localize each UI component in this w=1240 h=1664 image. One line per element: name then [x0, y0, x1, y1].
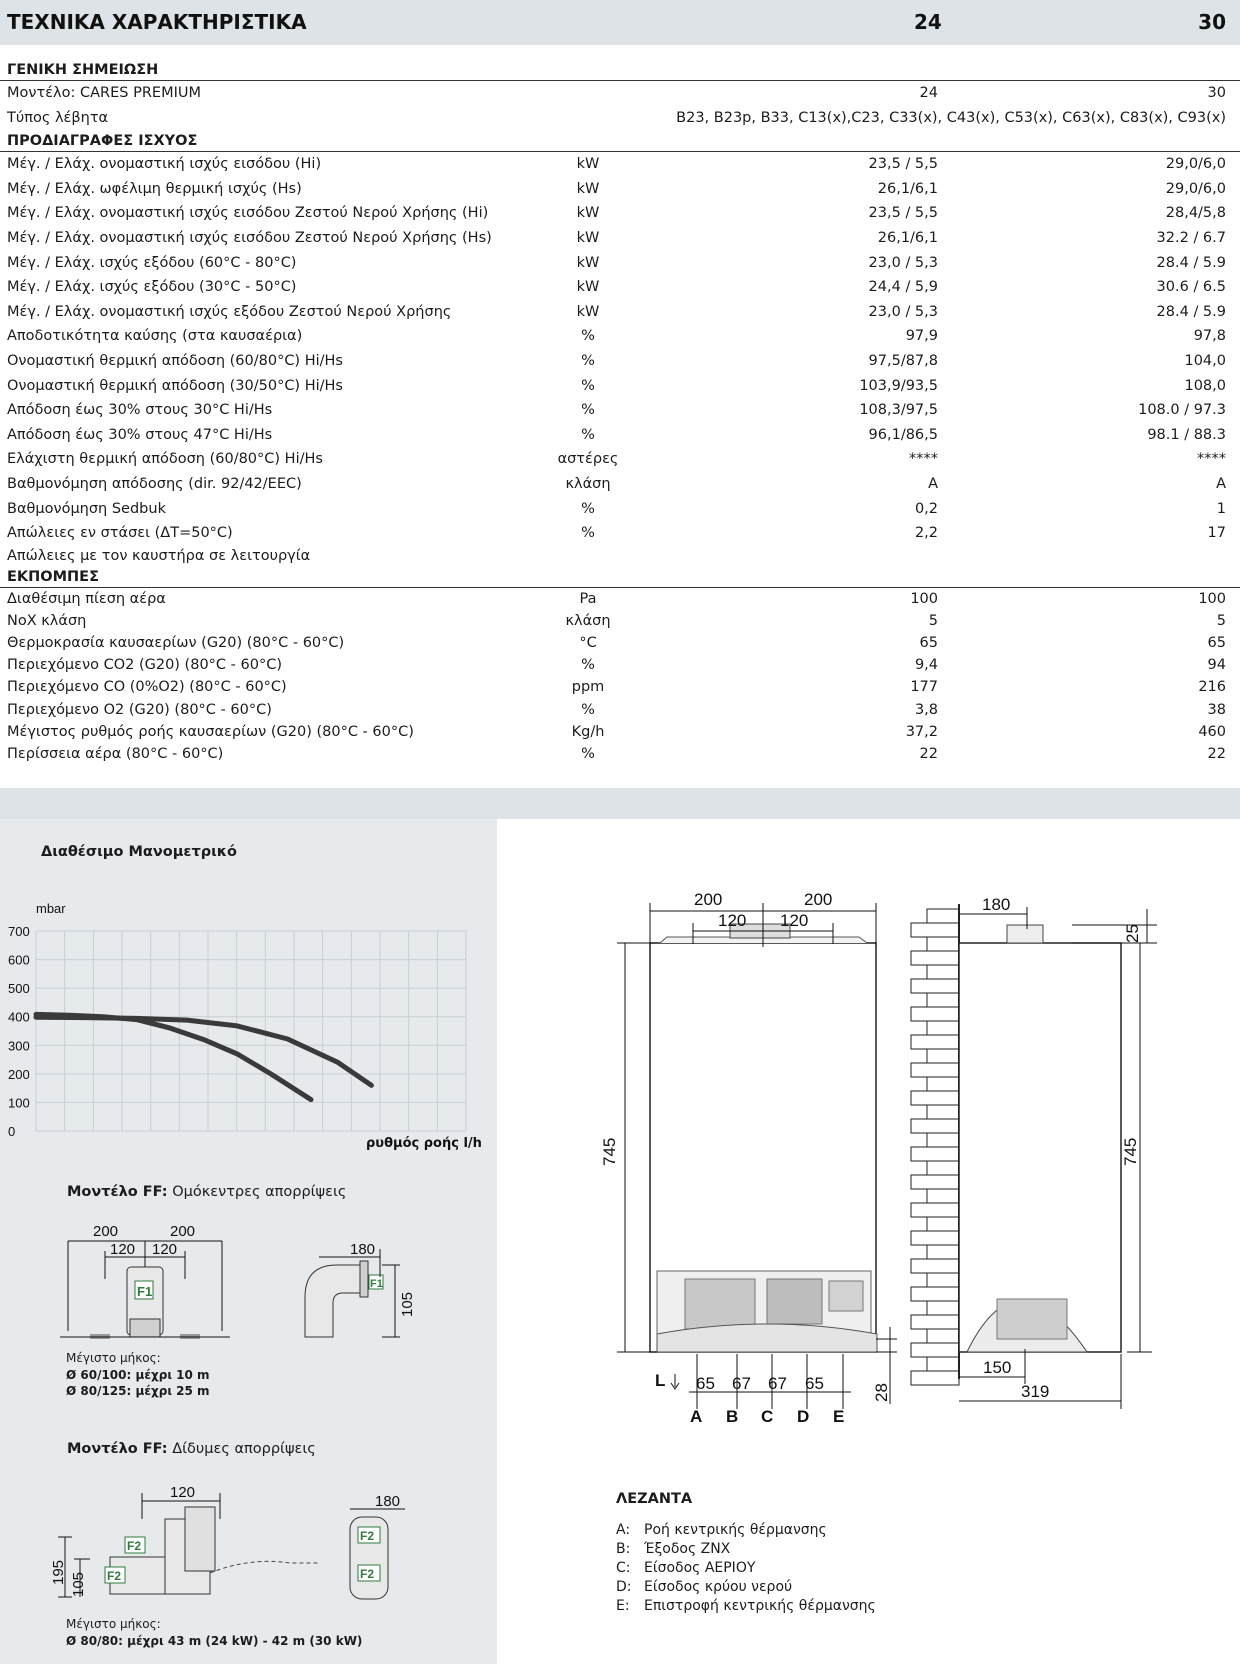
- ff-concentric-title-bold: Μοντέλο FF:: [67, 1184, 168, 1200]
- wall-brick: [927, 993, 959, 1007]
- value-30: 28,4/5,8: [1165, 205, 1226, 222]
- wall-brick: [927, 1357, 959, 1371]
- x-axis-label: ρυθμός ροής l/h: [366, 1136, 482, 1151]
- value-24: 65: [919, 635, 938, 652]
- wall-brick: [911, 1315, 959, 1329]
- spec-row: Απόδοση έως 30% στους 47°C Hi/Hs % 96,1/86,5 98.1 / 88.3: [0, 423, 1240, 448]
- value-30: 22: [1207, 746, 1226, 762]
- ff-twin-title-bold: Μοντέλο FF:: [67, 1441, 168, 1457]
- front-dim-200-left: 200: [694, 890, 723, 909]
- wall-brick: [911, 1259, 959, 1273]
- side-dim-25: 25: [1123, 924, 1142, 943]
- wall-brick: [927, 1301, 959, 1315]
- value-24: A: [928, 475, 938, 492]
- emission-row: Περιεχόμενο CO2 (G20) (80°C - 60°C) % 9,4 94: [0, 654, 1240, 676]
- dim-105: 105: [399, 1291, 416, 1317]
- wall-brick: [927, 965, 959, 979]
- y-tick-label: 300: [8, 1038, 30, 1054]
- max-length-line: Ø 80/125: μέχρι 25 m: [66, 1384, 210, 1398]
- dim-195: 195: [50, 1559, 67, 1585]
- legend-item: [616, 1521, 876, 1540]
- value-24: 23,5 / 5,5: [868, 156, 938, 173]
- dim-200-left: 200: [93, 1223, 119, 1240]
- value-24: 23,0 / 5,3: [868, 303, 938, 320]
- value-30: 1: [1216, 500, 1226, 517]
- spec-row: Βαθμονόμηση απόδοσης (dir. 92/42/EEC) κλάση A A: [0, 472, 1240, 497]
- twin-flue-diagram: [50, 1479, 470, 1619]
- legend-text: Ροή κεντρικής θέρμανσης: [644, 1522, 827, 1538]
- boiler-front-view: [650, 924, 877, 1352]
- wall-brick: [911, 1371, 959, 1385]
- f2-badge-top: F2: [127, 1539, 142, 1553]
- max-length-label: Μέγιστο μήκος:: [66, 1617, 161, 1631]
- wall-brick: [911, 923, 959, 937]
- value-30: 32.2 / 6.7: [1156, 229, 1226, 246]
- f2-badge-side-top: F2: [360, 1529, 375, 1543]
- row-label: Περιεχόμενο CO2 (G20) (80°C - 60°C): [7, 657, 282, 674]
- value-24: 24: [919, 85, 938, 101]
- row-label: Μέγ. / Ελάχ. ισχύς εξόδου (30°C - 50°C): [7, 279, 297, 296]
- row-label: Απώλειες εν στάσει (ΔT=50°C): [7, 525, 233, 542]
- value-24: 24,4 / 5,9: [868, 279, 938, 296]
- legend-text: Επιστροφή κεντρικής θέρμανσης: [644, 1598, 876, 1614]
- front-dim-120-left: 120: [718, 911, 747, 930]
- value-30: 97,8: [1193, 328, 1226, 345]
- value-24: 22: [919, 746, 938, 762]
- connection-letter-c: C: [761, 1407, 774, 1426]
- spec-row: Μέγ. / Ελάχ. ονομαστική ισχύς εισόδου Ζεστού Νερού Χρήσης (Hs) kW 26,1/6,1 32.2 / 6.7: [0, 226, 1240, 251]
- legend-key: A:: [616, 1522, 631, 1538]
- value-24: 96,1/86,5: [868, 426, 938, 443]
- right-panel: [497, 819, 1240, 1664]
- y-tick-label: 100: [8, 1095, 30, 1111]
- spec-row: Ελάχιστη θερμική απόδοση (60/80°C) Hi/Hs αστέρες **** ****: [0, 447, 1240, 472]
- wall-brick: [927, 1273, 959, 1287]
- row-label: Μέγ. / Ελάχ. ονομαστική ισχύς εισόδου Ζεστού Νερού Χρήσης (Hs): [7, 229, 492, 246]
- bottom-dim-65-right: 65: [805, 1374, 824, 1393]
- wall-brick: [911, 1091, 959, 1105]
- value-24: 26,1/6,1: [877, 180, 938, 197]
- front-dim-120-right: 120: [780, 911, 809, 930]
- wall-brick: [927, 1105, 959, 1119]
- value-30: 28.4 / 5.9: [1156, 303, 1226, 320]
- row-label: Ονομαστική θερμική απόδοση (60/80°C) Hi/Hs: [7, 352, 343, 369]
- emission-row: Περίσσεια αέρα (80°C - 60°C) % 22 22: [0, 743, 1240, 765]
- row-label: Μοντέλο: CARES PREMIUM: [7, 85, 201, 101]
- value-30: 30: [1207, 85, 1226, 101]
- boiler-type-value: B23, B23p, B33, C13(x),C23, C33(x), C43(x), C53(x), C63(x), C83(x), C93(x): [676, 109, 1226, 126]
- legend-key: E:: [616, 1598, 630, 1614]
- spec-row-losses-note: [0, 546, 1240, 567]
- value-24: 97,9: [905, 328, 938, 345]
- boiler-dimension-drawing: [497, 819, 1240, 1426]
- wall-brick: [927, 1217, 959, 1231]
- value-24: 97,5/87,8: [868, 352, 938, 369]
- dim-200-right: 200: [170, 1223, 196, 1240]
- y-tick-label: 600: [8, 952, 30, 968]
- f1-badge: F1: [137, 1284, 153, 1299]
- front-dim-200-right: 200: [804, 890, 833, 909]
- value-30: 104,0: [1184, 352, 1226, 369]
- row-label: NoX κλάση: [7, 612, 87, 629]
- wall-brick: [927, 1189, 959, 1203]
- legend-key: B:: [616, 1541, 631, 1557]
- pump-curve-1: [36, 1014, 311, 1099]
- section-title: ΕΚΠΟΜΠΕΣ: [7, 568, 99, 585]
- spec-row: Ονομαστική θερμική απόδοση (30/50°C) Hi/Hs % 103,9/93,5 108,0: [0, 374, 1240, 399]
- spec-row: Αποδοτικότητα καύσης (στα καυσαέρια) % 97,9 97,8: [0, 324, 1240, 349]
- value-30: 17: [1207, 525, 1226, 542]
- section-emissions: [0, 567, 1240, 588]
- max-length-label: Μέγιστο μήκος:: [66, 1351, 161, 1365]
- value-30: 29,0/6,0: [1165, 156, 1226, 173]
- wall-brick: [911, 1343, 959, 1357]
- value-24: 177: [910, 679, 938, 696]
- concentric-elbow: [305, 1261, 383, 1337]
- value-24: 26,1/6,1: [877, 229, 938, 246]
- dim-105-twin: 105: [70, 1571, 87, 1597]
- row-label: Μέγ. / Ελάχ. ισχύς εξόδου (60°C - 80°C): [7, 254, 297, 271]
- row-label: Περιεχόμενο CO (0%O2) (80°C - 60°C): [7, 679, 287, 696]
- concentric-max-length: [66, 1350, 210, 1400]
- legend-text: Έξοδος ΖΝΧ: [644, 1541, 731, 1557]
- ff-concentric-title: [67, 1184, 346, 1200]
- left-panel: [0, 819, 497, 1664]
- column-header-24: 24: [914, 10, 942, 34]
- emission-row: Περιεχόμενο CO (0%O2) (80°C - 60°C) ppm 177 216: [0, 676, 1240, 698]
- spec-row-model: [0, 81, 1240, 106]
- value-30: 216: [1198, 679, 1226, 696]
- legend-list: [616, 1521, 876, 1616]
- wall-brick: [911, 951, 959, 965]
- value-30: 108,0: [1184, 377, 1226, 394]
- value-30: ****: [1197, 451, 1226, 468]
- spec-row: Μέγ. / Ελάχ. ονομαστική ισχύς εισόδου (Hi) kW 23,5 / 5,5 29,0/6,0: [0, 152, 1240, 177]
- row-label: Τύπος λέβητα: [7, 109, 109, 126]
- wall-brick: [911, 1035, 959, 1049]
- value-30: 29,0/6,0: [1165, 180, 1226, 197]
- concentric-flue-diagram: [60, 1219, 480, 1369]
- emission-rows: [0, 588, 1240, 766]
- row-label: Ελάχιστη θερμική απόδοση (60/80°C) Hi/Hs: [7, 451, 323, 468]
- wall-brick: [911, 1175, 959, 1189]
- chart-title: Διαθέσιμο Μανομετρικό: [41, 844, 238, 860]
- row-label: Περιεχόμενο O2 (G20) (80°C - 60°C): [7, 701, 272, 718]
- value-30: 94: [1207, 657, 1226, 674]
- side-dim-180: 180: [982, 895, 1011, 914]
- value-30: 108.0 / 97.3: [1138, 402, 1226, 419]
- dim-120-right: 120: [152, 1241, 178, 1258]
- value-24: 3,8: [914, 701, 938, 718]
- legend-text: Είσοδος κρύου νερού: [644, 1579, 793, 1595]
- wall-brick: [927, 1133, 959, 1147]
- connection-letter-d: D: [797, 1407, 810, 1426]
- legend-title: ΛΕΖΑΝΤΑ: [616, 1491, 693, 1507]
- wall-brick: [927, 909, 959, 923]
- value-30: 28.4 / 5.9: [1156, 254, 1226, 271]
- side-dim-150: 150: [983, 1358, 1012, 1377]
- wall-brick: [927, 1329, 959, 1343]
- wall-brick: [927, 1049, 959, 1063]
- front-dim-28: 28: [872, 1383, 891, 1402]
- front-dim-745: 745: [600, 1137, 619, 1166]
- wall-brick: [927, 1245, 959, 1259]
- dim-180-twin: 180: [375, 1493, 401, 1510]
- value-30: 65: [1207, 635, 1226, 652]
- connection-letter-e: E: [833, 1407, 845, 1426]
- value-30: 38: [1207, 701, 1226, 718]
- twin-max-length: [66, 1616, 362, 1650]
- row-label: Διαθέσιμη πίεση αέρα: [7, 590, 166, 607]
- connection-letters: [690, 1407, 844, 1426]
- pump-head-chart: [0, 869, 497, 1151]
- ff-concentric-title-rest: Ομόκεντρες απορρίψεις: [167, 1184, 347, 1200]
- spec-row: Ονομαστική θερμική απόδοση (60/80°C) Hi/Hs % 97,5/87,8 104,0: [0, 349, 1240, 374]
- value-24: 5: [928, 612, 938, 629]
- connection-letter-b: B: [726, 1407, 739, 1426]
- row-label: Μέγ. / Ελάχ. ονομαστική ισχύς εισόδου Ζεστού Νερού Χρήσης (Hi): [7, 205, 489, 222]
- wall-brick: [911, 1231, 959, 1245]
- legend-item: [616, 1597, 876, 1616]
- value-30: 30.6 / 6.5: [1156, 279, 1226, 296]
- section-title: ΓΕΝΙΚΗ ΣΗΜΕΙΩΣΗ: [7, 62, 159, 78]
- bottom-dim-67-right: 67: [768, 1374, 787, 1393]
- y-tick-label: 500: [8, 981, 30, 997]
- y-tick-label: 0: [8, 1124, 16, 1139]
- legend-key: C:: [616, 1560, 631, 1576]
- value-24: 23,0 / 5,3: [868, 254, 938, 271]
- row-label: Βαθμονόμηση απόδοσης (dir. 92/42/EEC): [7, 475, 302, 492]
- value-24: 103,9/93,5: [859, 377, 938, 394]
- spec-row: Μέγ. / Ελάχ. ισχύς εξόδου (30°C - 50°C) kW 24,4 / 5,9 30.6 / 6.5: [0, 275, 1240, 300]
- y-tick-label: 700: [8, 924, 30, 939]
- side-dim-745: 745: [1121, 1137, 1140, 1166]
- value-24: 37,2: [905, 723, 938, 740]
- value-24: 108,3/97,5: [859, 402, 938, 419]
- bottom-dim-65-left: 65: [696, 1374, 715, 1393]
- emission-row: Μέγιστος ρυθμός ροής καυσαερίων (G20) (80°C - 60°C) Kg/h 37,2 460: [0, 721, 1240, 743]
- wall-brick: [927, 1077, 959, 1091]
- emission-row: Διαθέσιμη πίεση αέρα Pa 100 100: [0, 588, 1240, 610]
- spec-row: Μέγ. / Ελάχ. ονομαστική ισχύς εξόδου Ζεστού Νερού Χρήσης kW 23,0 / 5,3 28.4 / 5.9: [0, 300, 1240, 325]
- l-label: L: [655, 1371, 666, 1390]
- f1-badge-side: F1: [370, 1278, 383, 1290]
- section-general: [0, 59, 1240, 81]
- f2-badge-side-bottom: F2: [360, 1567, 375, 1581]
- value-24: 2,2: [914, 525, 938, 542]
- value-30: 98.1 / 88.3: [1147, 426, 1226, 443]
- boiler-side-view: [911, 904, 1121, 1385]
- section-divider-band: [0, 788, 1240, 819]
- side-dim-319: 319: [1021, 1382, 1050, 1401]
- dim-120: 120: [170, 1484, 196, 1501]
- legend-text: Είσοδος ΑΕΡΙΟΥ: [644, 1560, 756, 1576]
- max-length-line: Ø 80/80: μέχρι 43 m (24 kW) - 42 m (30 kW): [66, 1634, 363, 1648]
- y-axis-unit: mbar: [36, 901, 66, 916]
- f2-badge-bottom: F2: [107, 1569, 122, 1583]
- row-label: Μέγιστος ρυθμός ροής καυσαερίων (G20) (80°C - 60°C): [7, 723, 414, 740]
- row-label: Βαθμονόμηση Sedbuk: [7, 500, 166, 517]
- dim-120-left: 120: [110, 1241, 136, 1258]
- wall-brick: [911, 1287, 959, 1301]
- spec-row: Απώλειες εν στάσει (ΔT=50°C) % 2,2 17: [0, 521, 1240, 546]
- spec-row: Μέγ. / Ελάχ. ονομαστική ισχύς εισόδου Ζεστού Νερού Χρήσης (Hi) kW 23,5 / 5,5 28,4/5,8: [0, 201, 1240, 226]
- row-label: Απώλειες με τον καυστήρα σε λειτουργία: [7, 547, 311, 564]
- row-label: Μέγ. / Ελάχ. ωφέλιμη θερμική ισχύς (Hs): [7, 180, 302, 197]
- value-24: 9,4: [914, 657, 938, 674]
- page-title: ΤΕΧΝΙΚΑ ΧΑΡΑΚΤΗΡΙΣΤΙΚΑ: [7, 10, 307, 34]
- value-24: 0,2: [914, 500, 938, 517]
- row-label: Αποδοτικότητα καύσης (στα καυσαέρια): [7, 328, 303, 345]
- spec-row-boiler-type: [0, 106, 1240, 131]
- wall-brick: [911, 1147, 959, 1161]
- concentric-terminal: [90, 1267, 200, 1339]
- legend-item: [616, 1578, 876, 1597]
- row-label: Απόδοση έως 30% στους 30°C Hi/Hs: [7, 402, 273, 419]
- twin-elbows: [105, 1507, 320, 1594]
- spec-row: Απόδοση έως 30% στους 30°C Hi/Hs % 108,3/97,5 108.0 / 97.3: [0, 398, 1240, 423]
- row-label: Μέγ. / Ελάχ. ονομαστική ισχύς εισόδου (Hi): [7, 156, 322, 173]
- specs-table: [0, 59, 1240, 765]
- spec-row: Μέγ. / Ελάχ. ωφέλιμη θερμική ισχύς (Hs) kW 26,1/6,1 29,0/6,0: [0, 177, 1240, 202]
- y-tick-label: 400: [8, 1009, 30, 1025]
- row-label: Θερμοκρασία καυσαερίων (G20) (80°C - 60°C): [7, 635, 345, 652]
- column-header-30: 30: [1198, 10, 1226, 34]
- pump-curve-2: [36, 1017, 371, 1085]
- dim-180: 180: [350, 1241, 376, 1258]
- row-label: Περίσσεια αέρα (80°C - 60°C): [7, 746, 224, 762]
- value-30: 460: [1198, 723, 1226, 740]
- spec-row: Μέγ. / Ελάχ. ισχύς εξόδου (60°C - 80°C) kW 23,0 / 5,3 28.4 / 5.9: [0, 251, 1240, 276]
- section-power: [0, 130, 1240, 152]
- value-30: 5: [1216, 612, 1226, 629]
- row-label: Ονομαστική θερμική απόδοση (30/50°C) Hi/Hs: [7, 377, 343, 394]
- wall-brick: [911, 1119, 959, 1133]
- wall-brick: [927, 937, 959, 951]
- wall-brick: [911, 979, 959, 993]
- ff-twin-title-rest: Δίδυμες απορρίψεις: [167, 1441, 316, 1457]
- emission-row: Περιεχόμενο O2 (G20) (80°C - 60°C) % 3,8 38: [0, 699, 1240, 721]
- wall-brick: [911, 1063, 959, 1077]
- y-tick-label: 200: [8, 1066, 30, 1082]
- emission-row: Θερμοκρασία καυσαερίων (G20) (80°C - 60°C) °C 65 65: [0, 632, 1240, 654]
- power-rows: [0, 152, 1240, 546]
- wall-brick: [911, 1203, 959, 1217]
- value-30: 100: [1198, 590, 1226, 607]
- bottom-dim-67-left: 67: [732, 1374, 751, 1393]
- value-24: ****: [909, 451, 938, 468]
- connection-letter-a: A: [690, 1407, 703, 1426]
- emission-row: NoX κλάση κλάση 5 5: [0, 610, 1240, 632]
- legend-key: D:: [616, 1579, 632, 1595]
- max-length-line: Ø 60/100: μέχρι 10 m: [66, 1367, 210, 1382]
- row-label: Μέγ. / Ελάχ. ονομαστική ισχύς εξόδου Ζεστού Νερού Χρήσης: [7, 303, 452, 320]
- section-title: ΠΡΟΔΙΑΓΡΑΦΕΣ ΙΣΧΥΟΣ: [7, 133, 198, 150]
- spec-row: Βαθμονόμηση Sedbuk % 0,2 1: [0, 497, 1240, 522]
- value-30: A: [1216, 475, 1226, 492]
- value-24: 100: [910, 590, 938, 607]
- wall-brick: [927, 1021, 959, 1035]
- wall-brick: [927, 1161, 959, 1175]
- legend-item: [616, 1540, 876, 1559]
- legend-item: [616, 1559, 876, 1578]
- twin-side-view: [350, 1493, 405, 1599]
- ff-twin-title: [67, 1441, 316, 1457]
- title-bar: [0, 0, 1240, 45]
- row-label: Απόδοση έως 30% στους 47°C Hi/Hs: [7, 426, 273, 443]
- wall-brick: [911, 1007, 959, 1021]
- value-24: 23,5 / 5,5: [868, 205, 938, 222]
